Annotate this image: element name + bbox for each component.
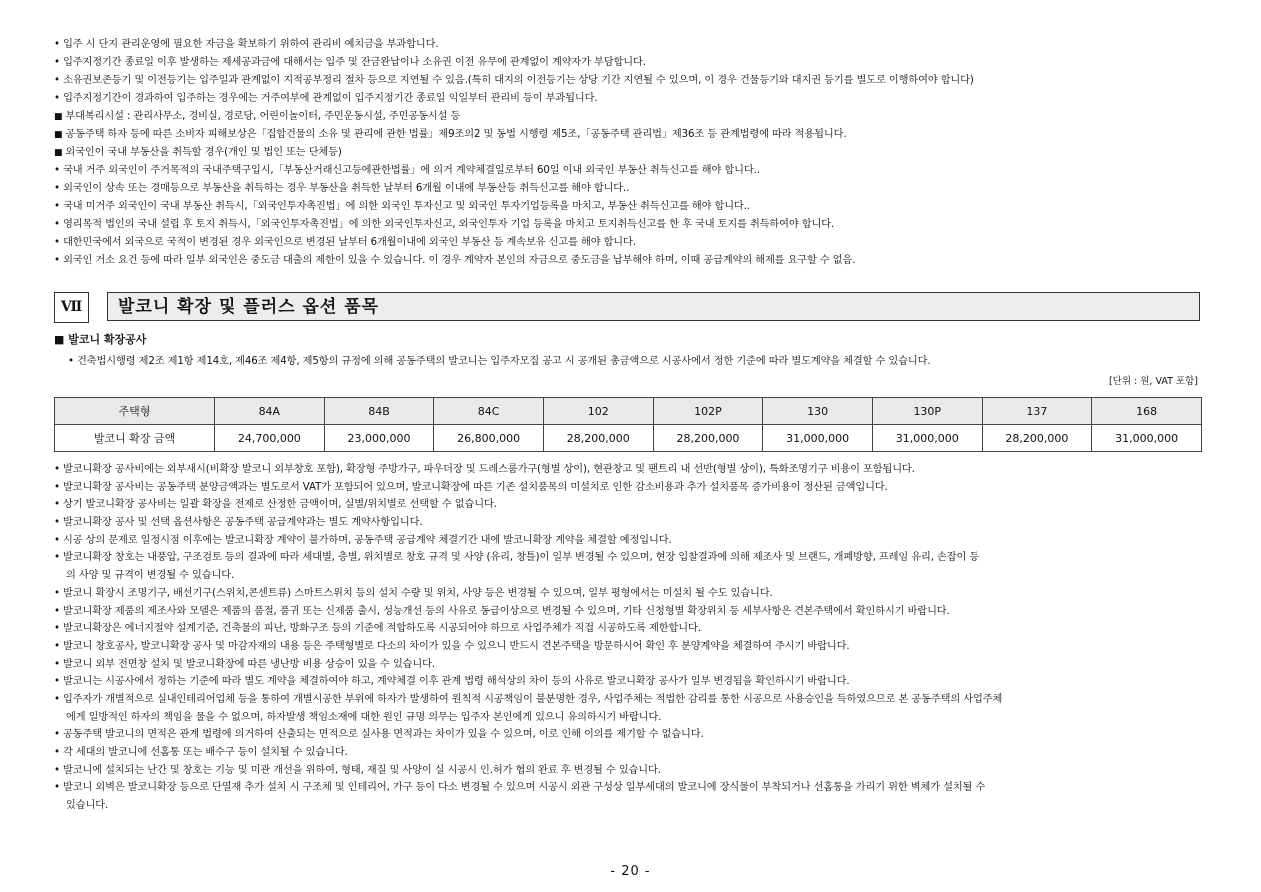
note-line: 있습니다. [66,800,109,812]
section-title: 발코니 확장 및 플러스 옵션 품목 [107,292,1200,321]
note-line: • 시공 상의 문제로 일정시점 이후에는 발코니확장 계약이 불가하며, 공동주택 공급계약 체결기간 내에 발코니확장 계약을 체결할 예정입니다. [54,534,672,546]
table-cell: 26,800,000 [434,425,544,452]
note-line: • 공동주택 발코니의 면적은 관계 법령에 의거하여 산출되는 면적으로 실사용 면적과는 차이가 있을 수 있으며, 이로 인해 이의를 제기할 수 없습니다. [54,729,704,741]
note-line: • 발코니 창호공사, 발코니확장 공사 및 마감자재의 내용 등은 주택형별로 다소의 차이가 있을 수 있으니 반드시 견본주택을 방문하시어 확인 후 분양계약을 체결하여 주시기 바랍니다. [54,640,850,652]
note-line: • 외국인 거소 요건 등에 따라 일부 외국인은 중도금 대출의 제한이 있을 수 있습니다. 이 경우 계약자 본인의 자금으로 중도금을 납부해야 하며, 이때 공급계약의 해제를 요구할 수 없음. [54,255,856,266]
table-header-row [55,398,1202,425]
note-line: • 영리목적 법인의 국내 설립 후 토지 취득시,「외국인투자촉진법」에 의한 외국인투자신고, 외국인투자 기업 등록을 마치고 토지취득신고를 한 후 국내 토지를 취득하여야 합니다. [54,219,835,230]
note-line: 의 사양 및 규격이 변경될 수 있습니다. [66,570,235,582]
balcony-price-table [54,397,1202,452]
table-header-cell: 84C [434,398,544,425]
section-number: Ⅶ [54,292,89,323]
note-line: • 국내 미거주 외국인이 국내 부동산 취득시,「외국인투자촉진법」에 의한 외국인 투자신고 및 외국인 투자기업등록을 마치고, 부동산 취득신고를 해야 합니다.. [54,201,750,212]
note-line: • 입주 시 단지 관리운영에 필요한 자금을 확보하기 위하여 관리비 예치금을 부과합니다. [54,39,439,50]
subsection-heading: ■ 발코니 확장공사 [54,333,147,346]
subsection [54,331,1204,391]
note-line: ■ 부대복리시설 : 관리사무소, 경비실, 경로당, 어린이놀이터, 주민운동시설, 주민공동시설 등 [54,111,461,122]
table-cell: 23,000,000 [324,425,434,452]
note-line: • 발코니확장 공사 및 선택 옵션사항은 공동주택 공급계약과는 별도 계약사항입니다. [54,517,423,529]
top-notes [54,36,1204,270]
table-row-label: 발코니 확장 금액 [55,425,215,452]
table-cell: 31,000,000 [1092,425,1202,452]
note-line: • 발코니확장 공사비는 공동주택 분양금액과는 별도로서 VAT가 포함되어 있으며, 발코니확장에 따른 기존 설치품목의 미설치로 인한 감소비용과 추가 설치품목 증가비용이 정산된 금액입니다. [54,481,888,493]
table-cell: 24,700,000 [215,425,325,452]
table-header-cell: 102 [543,398,653,425]
table-header-cell: 130 [763,398,873,425]
table-header-cell: 주택형 [55,398,215,425]
table-row [55,425,1202,452]
table-header-cell: 137 [982,398,1092,425]
note-line: • 발코니에 설치되는 난간 및 창호는 기능 및 미관 개선을 위하여, 형태, 재질 및 사양이 실 시공시 인.허가 협의 완료 후 변경될 수 있습니다. [54,764,661,776]
note-line: • 입주자가 개별적으로 실내인테리어업체 등을 통하여 개별시공한 부위에 하자가 발생하여 원칙적 시공책임이 불분명한 경우, 사업주체는 적법한 감리를 통한 시공으로 사용승인을 득하였으므로 본 공동주택의 사업주체 [54,693,1003,705]
note-line: 에게 일방적인 하자의 책임을 물을 수 없으며, 하자발생 책임소재에 대한 원인 규명 의무는 입주자 본인에게 있으니 유의하시기 바랍니다. [66,711,662,723]
table-cell: 31,000,000 [872,425,982,452]
section-header [54,292,1202,323]
note-line: • 각 세대의 발코니에 선홈통 또는 배수구 등이 설치될 수 있습니다. [54,747,348,758]
note-line: • 국내 거주 외국인이 주거목적의 국내주택구입시,「부동산거래신고등에관한법률」에 의거 계약체결일로부터 60일 이내 외국인 부동산 취득신고를 해야 합니다.. [54,165,760,176]
table-header-cell: 130P [872,398,982,425]
note-line: • 발코니는 시공사에서 정하는 기준에 따라 별도 계약을 체결하여야 하고, 계약체결 이후 관계 법령 해석상의 차이 등의 사유로 발코니확장 공사가 일부 변경됨을 확인하시기 바랍니다. [54,676,850,688]
table-cell: 28,200,000 [982,425,1092,452]
note-line: • 발코니 확장시 조명기구, 배선기구(스위치,콘센트류) 스마트스위치 등의 설치 수량 및 위치, 사양 등은 변경될 수 있으며, 일부 평형에서는 미설치 될 수도 있습니다. [54,587,773,599]
table-header-cell: 84B [324,398,434,425]
page-number: - 20 - [610,864,651,879]
note-line: • 상기 발코니확장 공사비는 일괄 확장을 전제로 산정한 금액이며, 실별/위치별로 선택할 수 없습니다. [54,499,497,511]
note-line: • 입주지정기간 종료일 이후 발생하는 제세공과금에 대해서는 입주 및 잔금완납이나 소유권 이전 유무에 관계없이 계약자가 부담합니다. [54,57,646,68]
note-line: • 소유권보존등기 및 이전등기는 입주일과 관계없이 지적공부정리 절차 등으로 지연될 수 있음.(특히 대지의 이전등기는 상당 기간 지연될 수 있으며, 이 경우 건물등기와 대지권 등기를 별도로 이행하여야 합니다) [54,75,974,86]
note-line: • 대한민국에서 외국으로 국적이 변경된 경우 외국인으로 변경된 날부터 6개월이내에 외국인 부동산 등 계속보유 신고를 해야 합니다. [54,237,636,248]
table-header-cell: 84A [215,398,325,425]
note-line: • 입주지정기간이 경과하여 입주하는 경우에는 거주여부에 관계없이 입주지정기간 종료일 익일부터 관리비 등이 부과됩니다. [54,93,598,104]
table-cell: 28,200,000 [653,425,763,452]
note-line: • 발코니확장 창호는 내풍압, 구조검토 등의 결과에 따라 세대별, 층별, 위치별로 창호 규격 및 사양 (유리, 창틀)이 일부 변경될 수 있으며, 현장 입찰결과에 의해 제조사 및 브랜드, 개폐방향, 프레임 유리, 손잡이 등 [54,552,980,564]
note-line: ■ 외국인이 국내 부동산을 취득할 경우(개인 및 법인 또는 단체등) [54,147,342,158]
note-line: • 발코니확장 공사비에는 외부새시(비확장 발코니 외부창호 포함), 확장형 주방가구, 파우더장 및 드레스룸가구(형별 상이), 현관창고 및 팬트리 내 선반(형별 상이), 특화조명기구 비용이 포함됩니다. [54,464,915,475]
note-line: • 발코니 외부 전면창 설치 및 발코니확장에 따른 냉난방 비용 상승이 있을 수 있습니다. [54,658,436,670]
table-header-cell: 168 [1092,398,1202,425]
note-line: • 외국인이 상속 또는 경매등으로 부동산을 취득하는 경우 부동산을 취득한 날부터 6개월 이내에 부동산등 취득신고를 해야 합니다.. [54,183,630,194]
balcony-notes [54,461,1204,815]
table-cell: 28,200,000 [543,425,653,452]
table-cell: 31,000,000 [763,425,873,452]
note-line: • 발코니 외벽은 발코니확장 등으로 단열재 추가 설치 시 구조체 및 인테리어, 가구 등이 다소 변경될 수 있으며 시공시 외관 구성상 일부세대의 발코니에 장식물이 부착되거나 선홈통을 가리기 위한 벽체가 설치될 수 [54,782,986,794]
note-line: ■ 공동주택 하자 등에 따른 소비자 피해보상은「집합건물의 소유 및 관리에 관한 법률」제9조의2 및 동법 시행령 제5조,「공동주택 관리법」제36조 등 관계법령에 따라 적용됩니다. [54,129,847,140]
note-line: • 발코니확장은 에너지절약 설계기준, 건축물의 피난, 방화구조 등의 기준에 적합하도록 시공되어야 하므로 사업주체가 직접 시공하도록 제한합니다. [54,623,701,635]
table-header-cell: 102P [653,398,763,425]
subsection-intro: • 건축법시행령 제2조 제1항 제14호, 제46조 제4항, 제5항의 규정에 의해 공동주택의 발코니는 입주자모집 공고 시 공개된 총금액으로 시공사에서 정한 기준에 따라 별도계약을 체결할 수 있습니다. [68,356,931,367]
unit-note: [단위 : 원, VAT 포함] [1108,376,1198,387]
note-line: • 발코니확장 제품의 제조사와 모델은 제품의 품절, 품귀 또는 신제품 출시, 성능개선 등의 사유로 동급이상으로 변경될 수 있으며, 기타 신청형별 확장위치 등 세부사항은 견본주택에서 확인하시기 바랍니다. [54,605,950,617]
